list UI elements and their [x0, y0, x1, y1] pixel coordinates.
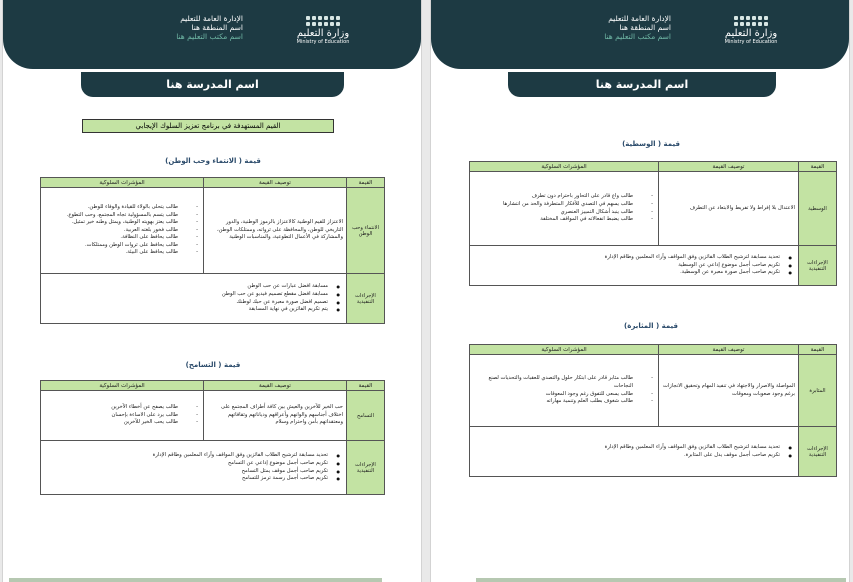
action-item: ● تكريم صاحب أجمل موقف يدل على المثابرة. — [474, 452, 794, 460]
col-header-indicators: المؤشرات السلوكية — [470, 162, 659, 172]
col-header-indicators: المؤشرات السلوكية — [41, 381, 204, 391]
value-indicators — [470, 355, 659, 427]
indicator-item: - طالب يحافظ على البيئة. — [44, 249, 200, 257]
value-table — [40, 380, 385, 495]
col-header-indicators: المؤشرات السلوكية — [470, 345, 659, 355]
footer-bar — [9, 578, 382, 582]
dept-line-3: اسم مكتب التعليم هنا — [176, 32, 243, 41]
actions-label: الإجراءات التنفيذية — [799, 246, 837, 286]
value-title: قيمة ( الانتماء وحب الوطن) — [165, 157, 261, 165]
dept-line-2: اسم المنطقة هنا — [619, 23, 671, 32]
logo-arabic-text: وزارة التعليم — [724, 28, 778, 39]
action-item: ● تكريم صاحب أجمل موضوع إذاعي عن التسامح — [45, 460, 342, 468]
action-item: ● تحديد مسابقة لترشيح الطلاب الفائزين وفق المواقف وآراء المعلمين وطاقم الإدارة — [474, 254, 794, 262]
col-header-description: توصيف القيمة — [659, 345, 799, 355]
dept-line-3: اسم مكتب التعليم هنا — [604, 32, 671, 41]
value-table — [469, 344, 837, 477]
indicator-item: - طالب يحافظ على ثروات الوطن وممتلكات. — [44, 242, 200, 250]
value-indicators — [41, 391, 204, 441]
col-header-value: القيمة — [347, 381, 385, 391]
action-item: ● تصميم افضل صورة معبرة عن حبك لوطنك — [45, 299, 342, 307]
value-table — [40, 177, 385, 324]
logo-english-text: Ministry of Education — [296, 39, 350, 45]
program-title: القيم المستهدفة في برنامج تعزيز السلوك الإيجابي — [82, 119, 334, 133]
logo-english-text: Ministry of Education — [724, 39, 778, 45]
department-block — [123, 14, 243, 41]
action-item: ● تكريم صاحب أجمل موقف يمثل التسامح — [45, 468, 342, 476]
logo-dots-icon — [734, 16, 768, 26]
action-item: ● مسابقة افضل مقطع تصميم فيديو عن حب الوطن — [45, 291, 342, 299]
school-name-bar: اسم المدرسة هنا — [81, 72, 344, 97]
value-title: قيمة ( التسامح) — [185, 361, 241, 369]
footer-bar — [476, 578, 846, 582]
value-table — [469, 161, 837, 286]
page-header — [431, 0, 849, 69]
action-item: ● تحديد مسابقة لترشيح الطلاب الفائزين وفق المواقف وآراء المعلمين وطاقم الإدارة — [45, 452, 342, 460]
indicator-item: - طالب مثابر قادر على ابتكار حلول والتصدي للعقبات والتحديات لصنع النجاحات — [473, 375, 655, 390]
col-header-description: توصيف القيمة — [659, 162, 799, 172]
actions-label: الإجراءات التنفيذية — [347, 274, 385, 324]
action-item: ● يتم تكريم الفائزين في نهاية المسابقة — [45, 306, 342, 314]
indicator-item: - طالب ينبذ أشكال التمييز العنصري — [473, 209, 655, 217]
value-indicators — [41, 188, 204, 274]
indicator-item: - طالب يسعى للتفوق رغم وجود المعوقات — [473, 391, 655, 399]
value-title: قيمة ( الوسطية) — [622, 140, 680, 148]
value-actions — [41, 274, 347, 324]
actions-label: الإجراءات التنفيذية — [347, 441, 385, 495]
value-description: الاعتدال بلا إفراط ولا تفريط والابتعاد عن التطرف — [659, 172, 799, 246]
department-block — [551, 14, 671, 41]
col-header-indicators: المؤشرات السلوكية — [41, 178, 204, 188]
indicator-item: - طالب يحافظ على النظافة. — [44, 234, 200, 242]
value-name: الوسطية — [799, 172, 837, 246]
col-header-value: القيمة — [799, 345, 837, 355]
value-name: الانتماء وحب الوطن — [347, 188, 385, 274]
indicator-item: - طالب يتسم بالمسؤولية تجاه المجتمع، وحب التطوع. — [44, 212, 200, 220]
col-header-value: القيمة — [799, 162, 837, 172]
actions-label: الإجراءات التنفيذية — [799, 427, 837, 477]
indicator-item: - طالب يضبط انفعالاته في المواقف المختلفة — [473, 216, 655, 224]
indicator-item: - طالب فخور بلغته العربية. — [44, 227, 200, 235]
indicator-item: - طالب يصفح عن أخطاء الآخرين — [44, 404, 200, 412]
value-description: الاعتزاز للقيم الوطنية كالاعتزاز بالرموز الوطنية، والدور التاريخي للوطن، والمحافظة على ثرواته، وممتلكات الوطن، والمشاركة في الأعمال التطوعية، والمناسبات الوطنية — [204, 188, 347, 274]
indicator-item: - طالب يعتز بهويته الوطنية، ويمثل وطنه خير تمثيل. — [44, 219, 200, 227]
value-description: المواصلة والاصرار والاجتهاد في تنفيذ المهام وتحقيق الانجازات برغم وجود صعوبات ومعوقات — [659, 355, 799, 427]
dept-line-2: اسم المنطقة هنا — [191, 23, 243, 32]
value-actions — [470, 246, 799, 286]
value-indicators — [470, 172, 659, 246]
school-name-bar: اسم المدرسة هنا — [508, 72, 776, 97]
document-page-right — [430, 0, 850, 582]
document-page-left — [2, 0, 422, 582]
value-actions — [41, 441, 347, 495]
value-title: قيمة ( المثابرة) — [624, 322, 678, 330]
ministry-logo — [711, 16, 791, 45]
page-header — [3, 0, 421, 69]
logo-dots-icon — [306, 16, 340, 26]
action-item: ● تحديد مسابقة لترشيح الطلاب الفائزين وفق المواقف وآراء المعلمين وطاقم الإدارة — [474, 444, 794, 452]
indicator-item: - طالب شغوف بطلب العلم وتنمية مهاراته — [473, 398, 655, 406]
indicator-item: - طالب واع قادر على التحاور باحترام دون تطرف — [473, 193, 655, 201]
indicator-item: - طالب يسهم في التصدي للأفكار المتطرفة والحد من انتشارها — [473, 201, 655, 209]
indicator-item: - طالب يرد على الاساءة بإحسان — [44, 412, 200, 420]
dept-line-1: الإدارة العامة للتعليم — [608, 14, 671, 23]
col-header-value: القيمة — [347, 178, 385, 188]
value-actions — [470, 427, 799, 477]
action-item: ● مسابقة افضل عبارات عن حب الوطن — [45, 283, 342, 291]
indicator-item: - طالب يتحلى بالولاء للقيادة والوفاء للوطن. — [44, 204, 200, 212]
indicator-item: - طالب يحب الخير للآخرين — [44, 419, 200, 427]
value-name: التسامح — [347, 391, 385, 441]
col-header-description: توصيف القيمة — [204, 178, 347, 188]
col-header-description: توصيف القيمة — [204, 381, 347, 391]
action-item: ● تكريم صاحب أجمل رسمة ترمز للتسامح — [45, 475, 342, 483]
value-description: حب الخير للآخرين والعيش بين كافة أطراف المجتمع على اختلاف أجناسهم والوانهم وأعراقهم ودياناتهم وثقافاتهم ومعتقداتهم بأمن واحترام وسلام — [204, 391, 347, 441]
logo-arabic-text: وزارة التعليم — [296, 28, 350, 39]
value-name: المثابرة — [799, 355, 837, 427]
action-item: ● تكريم صاحب أجمل موضوع إذاعي عن الوسطية — [474, 262, 794, 270]
dept-line-1: الإدارة العامة للتعليم — [180, 14, 243, 23]
action-item: ● تكريم صاحب أجمل صورة معبرة عن الوسطية. — [474, 269, 794, 277]
ministry-logo — [283, 16, 363, 45]
